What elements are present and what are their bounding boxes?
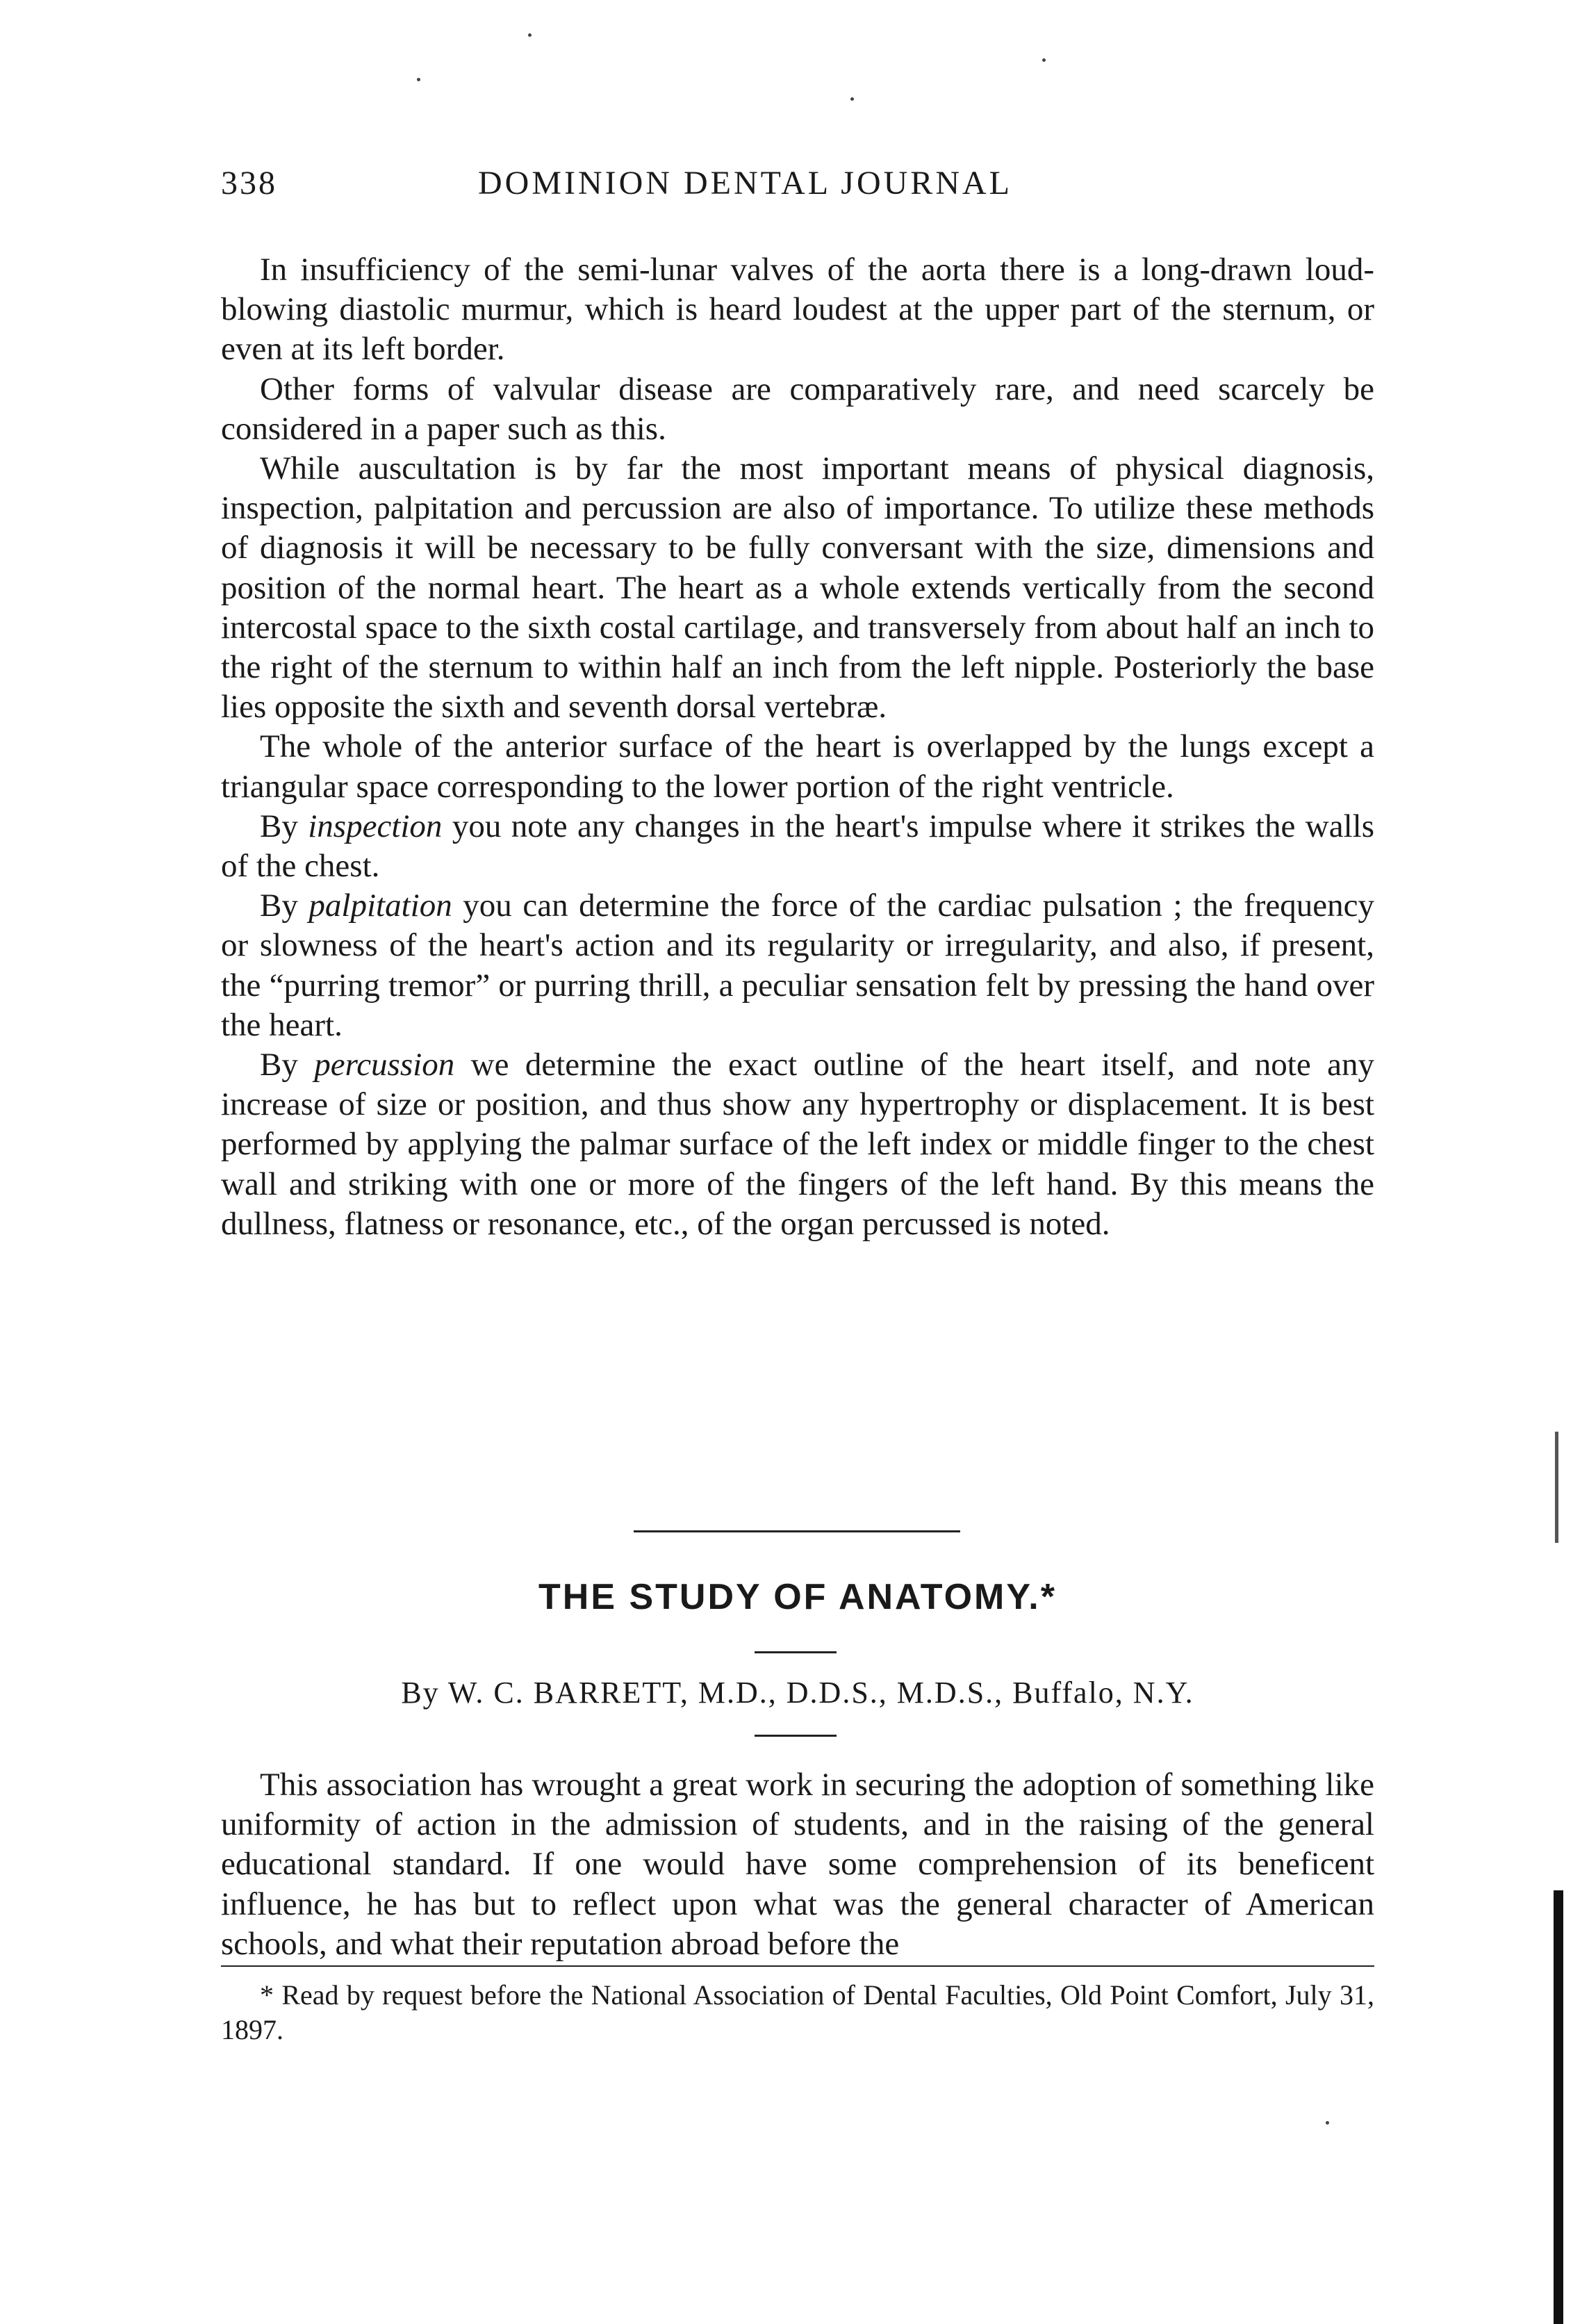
scan-speck [528,33,532,37]
scan-speck [850,97,854,101]
paragraph [221,1045,1374,1244]
section-divider [634,1530,960,1532]
scan-speck [1326,2121,1329,2125]
body-text [221,250,1374,1244]
text-rest: you note any changes in the heart's impulse where it strikes the walls of the chest. [221,808,1374,885]
text-lead: By [260,887,309,924]
text-rest: you can determine the force of the cardiac pulsation ; the frequency or slowness of the heart's action and its regularity or irregularity, and also, if present, the “purring tremor” or purring thrill, a peculiar sensation felt by pressing the hand over the heart. [221,887,1374,1043]
text-lead: By [260,808,308,844]
paragraph: This association has wrought a great work in securing the adoption of something like uniformity of action in the admission of students, and in the raising of the general educational standard. If one would have some comprehension of its beneficent influence, he has but to reflect upon what was the general character of American schools, and what their reputation abroad before the [221,1767,1374,1962]
journal-title: DOMINION DENTAL JOURNAL [478,165,1012,202]
paragraph [221,807,1374,886]
scan-speck [417,78,420,81]
footnote [221,1978,1374,2047]
paragraph: In insufficiency of the semi-lunar valves of the aorta there is a long-drawn loud-blowing diastolic murmur, which is heard loudest at the upper part of the sternum, or even at its left border. [221,252,1374,368]
scan-speck [1042,58,1046,62]
emphasis-term: palpitation [308,887,452,924]
paragraph: While auscultation is by far the most important means of physical diagnosis, inspection, palpitation and percussion are also of importance. To utilize these methods of diagnosis it will be necessary to be fully conversant with the size, dimensions and position of the normal heart. The heart as a whole extends vertically from the second intercostal space to the sixth costal cartilage, and transversely from about half an inch to the right of the sternum to within half an inch from the left nipple. Posteriorly the base lies opposite the sixth and seventh dorsal vertebræ. [221,450,1374,726]
footnote-rule [221,1965,1374,1967]
running-header [221,164,1374,213]
article-text [221,1765,1374,1964]
page-number: 338 [221,165,277,202]
scan-edge-shadow [1555,1432,1558,1543]
footnote-text: * Read by request before the National Association of Dental Faculties, Old Point Comfort, July 31, 1897. [221,1979,1374,2045]
paragraph: Other forms of valvular disease are comparatively rare, and need scarcely be considered in a paper such as this. [221,370,1374,447]
emphasis-term: inspection [308,808,443,844]
text-lead: By [260,1047,315,1083]
paragraph: The whole of the anterior surface of the heart is overlapped by the lungs except a triangular space corresponding to the lower portion of the right ventricle. [221,728,1374,805]
article-title: THE STUDY OF ANATOMY.* [538,1577,1057,1617]
byline-rule [755,1735,837,1737]
emphasis-term: percussion [314,1047,455,1083]
title-rule [755,1651,837,1653]
text-rest: we determine the exact outline of the heart itself, and note any increase of size or position, and thus show any hypertrophy or displacement. It is best performed by applying the palmar surface of the left index or middle finger to the chest wall and striking with one or more of the fingers of the left hand. By this means the dullness, flatness or resonance, etc., of the organ percussed is noted. [221,1047,1374,1242]
paragraph [221,886,1374,1045]
scan-edge-shadow [1554,1890,1563,2324]
article-byline: By W. C. BARRETT, M.D., D.D.S., M.D.S., Buffalo, N.Y. [401,1676,1194,1710]
